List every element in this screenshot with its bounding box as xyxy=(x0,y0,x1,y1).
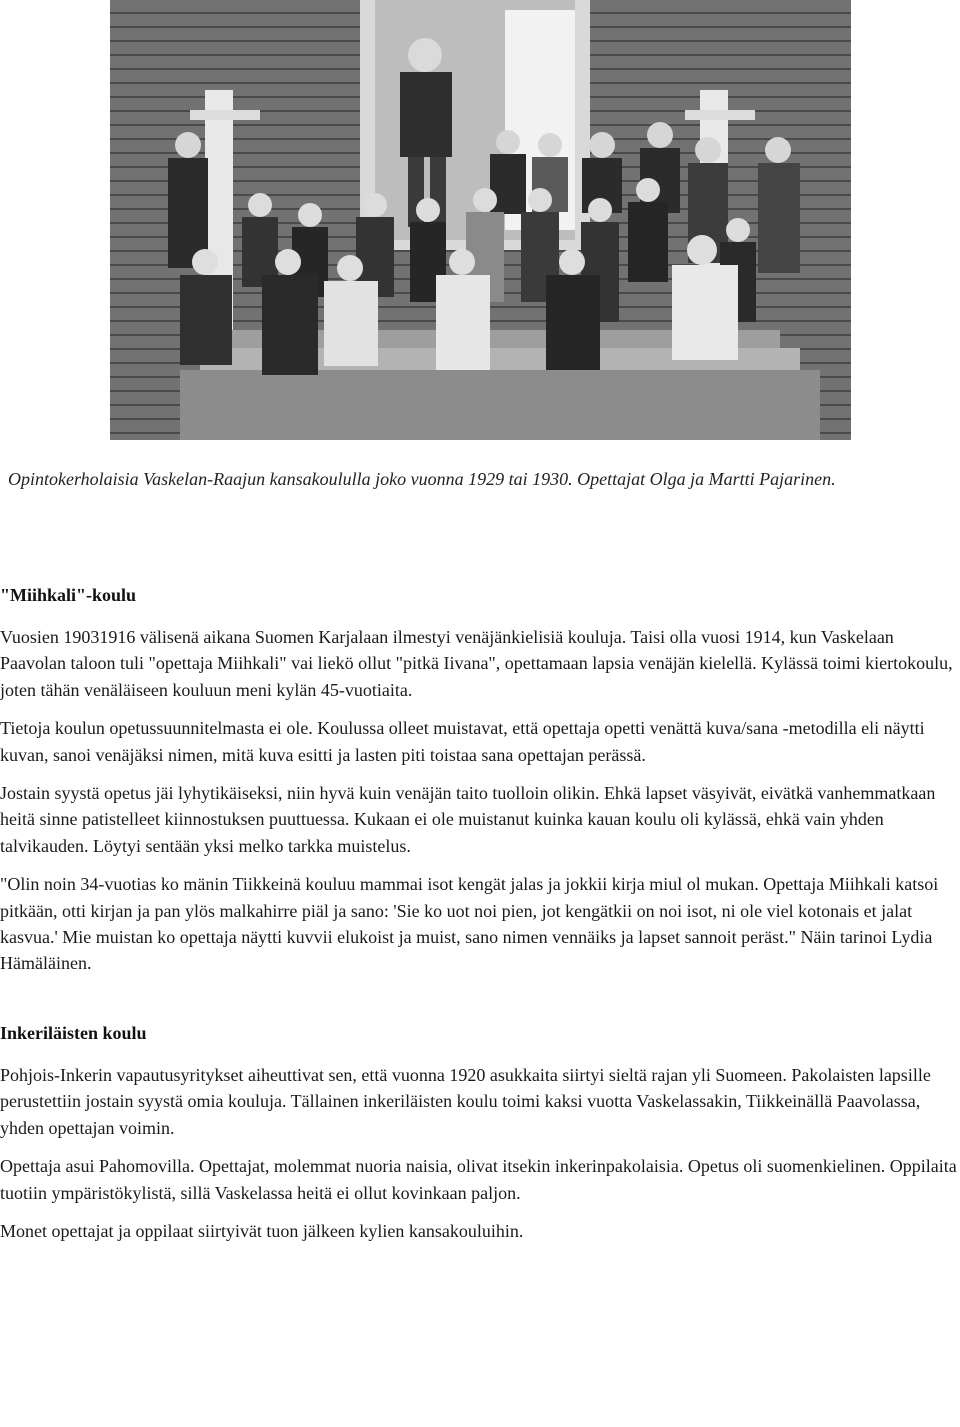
paragraph: Pohjois-Inkerin vapautusyritykset aiheuttivat sen, että vuonna 1920 asukkaita siirtyi sieltä rajan yli Suomeen. Pakolaisten lapsille perustettiin jostain syystä omia kouluja. Tällainen inkeriläisten koulu toimi kaksi vuotta Vaskelassakin, Tiikkeinällä Paavolassa, yhden opettajan voimin. xyxy=(0,1064,931,1138)
paragraph: Jostain syystä opetus jäi lyhytikäiseksi, niin hyvä kuin venäjän taito tuolloin olikin. Ehkä lapset väsyivät, eivätkä vanhemmatkaan heitä sinne patistelleet kiinnostuksen puuttuessa. Kukaan ei ole muistanut kuinka kauan koulu oli kylässä, ehkä vain yhden talvikauden. Löytyi sentään yksi melko tarkka muistelus. xyxy=(0,783,936,856)
paragraph: Opettaja asui Pahomovilla. Opettajat, molemmat nuoria naisia, olivat itsekin inkerinpakolaisia. Opetus oli suomenkielinen. Oppilaita tuotiin ympäristökylistä, sillä Vaskelassa heitä ei ollut kovinkaan paljon. xyxy=(0,1156,957,1203)
article-body xyxy=(0,583,958,1244)
paragraph: Vuosien 19031916 välisenä aikana Suomen Karjalaan ilmestyi venäjänkielisiä kouluja. Taisi olla vuosi 1914, kun Vaskelaan Paavolan taloon tuli "opettaja Miihkali" vai liekö ollut "pitkä Iivana", opettamaan lapsia venäjän kielellä. Kylässä toimi kiertokoulu, joten tähän venäläiseen kouluun meni kylän 45-vuotiaita. xyxy=(0,627,953,700)
paragraph: Tietoja koulun opetussuunnitelmasta ei ole. Koulussa olleet muistavat, että opettaja opetti venättä kuva/sana -metodilla eli näytti kuvan, sanoi venäjäksi nimen, mitä kuva esitti ja lasten piti toistaa sana opettajan perässä. xyxy=(0,718,925,765)
paragraph: Monet opettajat ja oppilaat siirtyivät tuon jälkeen kylien kansakouluihin. xyxy=(0,1220,524,1241)
paragraph: "Olin noin 34-vuotias ko mänin Tiikkeinä kouluu mammai isot kengät jalas ja jokkii kirja miul ol mukan. Opettaja Miihkali katsoi pitkään, otti kirjan ja pan ylös malkahirre piäl ja sano: 'Sie ko uot noi pien, jot kengätkii on noi isot, ni ole viel kotonais et jalat kasvua.' Mie muistan ko opettaja näytti kuvvii elukoist ja muist, sano nimen vennäiks ja lapset sannoit peräst." Näin tarinoi Lydia Hämäläinen. xyxy=(0,874,939,974)
section-heading-miihkali-koulu: "Miihkali"-koulu xyxy=(0,585,137,605)
section-heading-inkerilaisten-koulu: Inkeriläisten koulu xyxy=(0,1022,147,1043)
class-photo xyxy=(110,0,851,440)
class-photo-illustration xyxy=(110,0,851,440)
photo-caption: Opintokerholaisia Vaskelan-Raajun kansakoululla joko vuonna 1929 tai 1930. Opettajat Olga ja Martti Pajarinen. xyxy=(8,469,836,489)
